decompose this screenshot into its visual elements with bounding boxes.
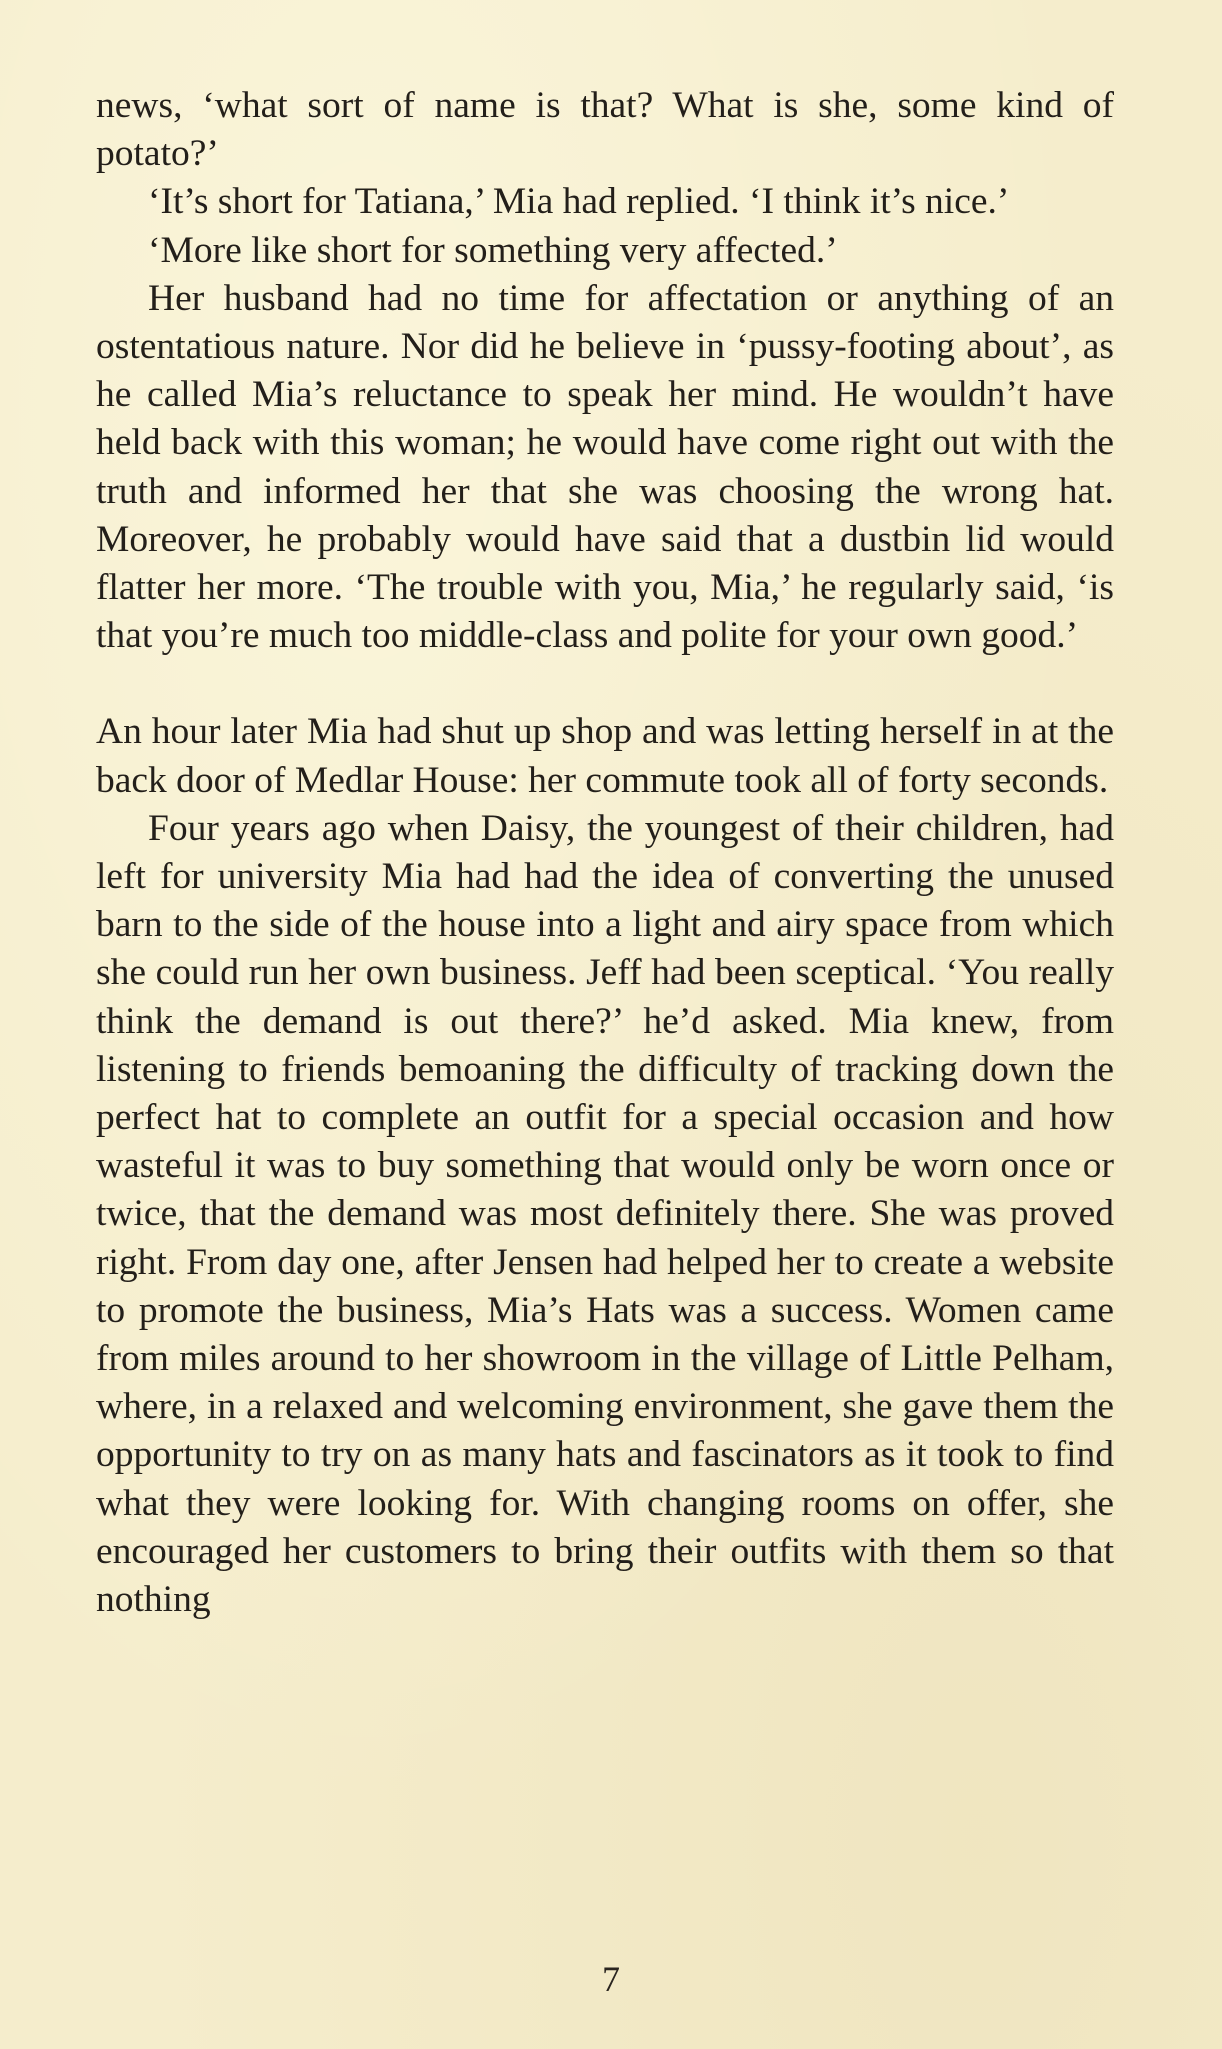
section-break	[96, 660, 1114, 708]
page-number: 7	[602, 1959, 620, 1999]
paragraph-4: Her husband had no time for affectation or anything of an ostentatious nature. Nor did he believe in ‘pussy-footing about’, as he called Mia’s reluctance to speak her mind. He wouldn’t have held back with this woman; he would have come right out with the truth and informed her that she was choosing the wrong hat. Moreover, he probably would have said that a dustbin lid would flatter her more. ‘The trouble with you, Mia,’ he regularly said, ‘is that you’re much too middle-class and polite for your own good.’	[96, 277, 1114, 657]
paragraph-3: ‘More like short for something very affected.’	[148, 229, 838, 271]
body-text	[96, 82, 1114, 1624]
paragraph-2: ‘It’s short for Tatiana,’ Mia had replied. ‘I think it’s nice.’	[148, 181, 1010, 223]
paragraph-1: news, ‘what sort of name is that? What is she, some kind of potato?’	[96, 85, 1114, 175]
paragraph-6: Four years ago when Daisy, the youngest of their children, had left for university Mia had had the idea of converting the unused barn to the side of the house into a light and airy space from which she could run her own business. Jeff had been sceptical. ‘You really think the demand is out there?’ he’d asked. Mia knew, from listening to friends bemoaning the difficulty of tracking down the perfect hat to complete an outfit for a special occasion and how wasteful it was to buy something that would only be worn once or twice, that the demand was most definitely there. She was proved right. From day one, after Jensen had helped her to create a website to promote the business, Mia’s Hats was a success. Women came from miles around to her showroom in the village of Little Pelham, where, in a relaxed and welcoming environment, she gave them the opportunity to try on as many hats and fascinators as it took to find what they were looking for. With changing rooms on offer, she encouraged her customers to bring their outfits with them so that nothing	[96, 807, 1114, 1621]
paragraph-5: An hour later Mia had shut up shop and was letting herself in at the back door of Medlar House: her commute took all of forty seconds.	[96, 711, 1114, 801]
